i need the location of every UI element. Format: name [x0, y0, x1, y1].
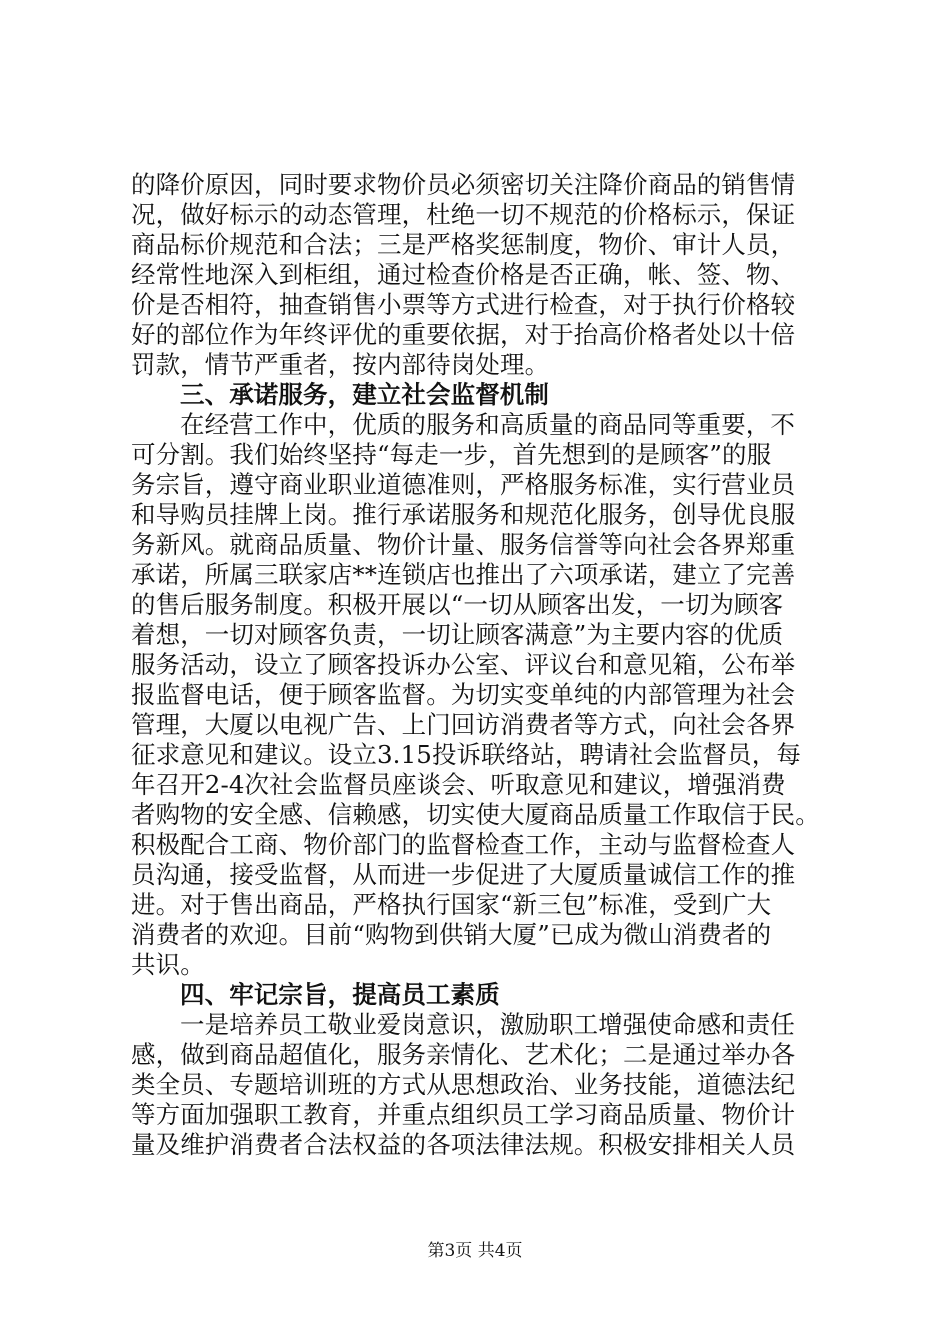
text-line: 报监督电话，便于顾客监督。为切实变单纯的内部管理为社会: [131, 680, 796, 709]
text-line: 等方面加强职工教育，并重点组织员工学习商品质量、物价计: [131, 1100, 796, 1129]
text-line: 承诺，所属三联家店**连锁店也推出了六项承诺，建立了完善: [131, 560, 796, 589]
text-line: 的降价原因，同时要求物价员必须密切关注降价商品的销售情: [131, 170, 796, 199]
text-line: 管理，大厦以电视广告、上门回访消费者等方式，向社会各界: [131, 710, 796, 739]
text-line: 感，做到商品超值化，服务亲情化、艺术化；二是通过举办各: [131, 1040, 796, 1069]
text-line: 类全员、专题培训班的方式从思想政治、业务技能，道德法纪: [131, 1070, 796, 1099]
text-line: 好的部位作为年终评优的重要依据，对于抬高价格者处以十倍: [131, 320, 796, 349]
text-line: 量及维护消费者合法权益的各项法律法规。积极安排相关人员: [131, 1130, 796, 1159]
text-line: 征求意见和建议。设立3.15投诉联络站，聘请社会监督员，每: [131, 740, 801, 769]
text-line: 一是培养员工敬业爱岗意识，激励职工增强使命感和责任: [180, 1010, 795, 1039]
text-line: 价是否相符，抽查销售小票等方式进行检查，对于执行价格较: [131, 290, 796, 319]
text-line: 积极配合工商、物价部门的监督检查工作，主动与监督检查人: [131, 830, 796, 859]
document-body: [131, 170, 831, 1160]
text-line: 者购物的安全感、信赖感，切实使大厦商品质量工作取信于民。: [131, 800, 820, 829]
text-line: 况，做好标示的动态管理，杜绝一切不规范的价格标示，保证: [131, 200, 796, 229]
page-number-footer: 第3页 共4页: [427, 1241, 523, 1261]
paragraph-staff-quality: [131, 1010, 831, 1160]
text-line: 在经营工作中，优质的服务和高质量的商品同等重要，不: [180, 410, 795, 439]
text-line: 可分割。我们始终坚持“每走一步，首先想到的是顾客”的服: [131, 440, 772, 469]
text-line: 年召开2-4次社会监督员座谈会、听取意见和建议，增强消费: [131, 770, 786, 799]
text-line: 商品标价规范和合法；三是严格奖惩制度，物价、审计人员，: [131, 230, 796, 259]
text-line: 罚款，情节严重者，按内部待岗处理。: [131, 350, 550, 379]
text-line: 着想，一切对顾客负责，一切让顾客满意”为主要内容的优质: [131, 620, 784, 649]
section-heading-3: 三、承诺服务，建立社会监督机制: [180, 380, 549, 409]
text-line: 务新风。就商品质量、物价计量、服务信誉等向社会各界郑重: [131, 530, 796, 559]
text-line: 员沟通，接受监督，从而进一步促进了大厦质量诚信工作的推: [131, 860, 796, 889]
text-line: 和导购员挂牌上岗。推行承诺服务和规范化服务，创导优良服: [131, 500, 796, 529]
text-line: 进。对于售出商品，严格执行国家“新三包”标准，受到广大: [131, 890, 772, 919]
text-line: 经常性地深入到柜组，通过检查价格是否正确，帐、签、物、: [131, 260, 796, 289]
text-line: 务宗旨，遵守商业职业道德准则，严格服务标准，实行营业员: [131, 470, 796, 499]
text-line: 的售后服务制度。积极开展以“一切从顾客出发，一切为顾客: [131, 590, 784, 619]
paragraph-service-commitment: [131, 410, 831, 980]
text-line: 服务活动，设立了顾客投诉办公室、评议台和意见箱，公布举: [131, 650, 796, 679]
text-line: 消费者的欢迎。目前“购物到供销大厦”已成为微山消费者的: [131, 920, 772, 949]
paragraph-pricing-continued: [131, 170, 831, 380]
text-line: 共识。: [131, 950, 205, 979]
section-heading-4: 四、牢记宗旨，提高员工素质: [180, 980, 500, 1009]
